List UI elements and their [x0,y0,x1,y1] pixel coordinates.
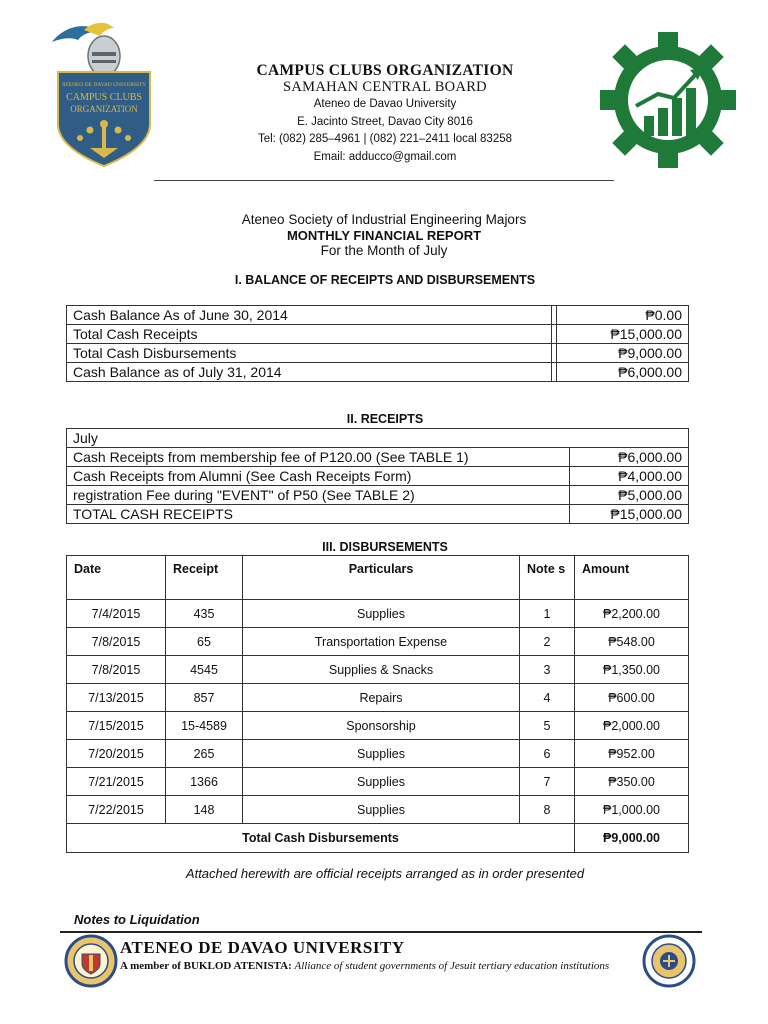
receipt-label: Cash Receipts from Alumni (See Cash Receipts Form) [67,467,570,486]
row-particulars: Supplies [243,600,520,628]
row-date: 7/8/2015 [67,656,166,684]
table-row [67,306,689,325]
row-particulars: Supplies [243,796,520,824]
table-row [67,656,689,684]
row-particulars: Supplies [243,740,520,768]
table-row [67,740,689,768]
disbursements-table [66,555,689,853]
report-period: For the Month of July [320,243,448,258]
row-notes: 8 [520,796,575,824]
col-date: Date [67,556,166,600]
row-notes: 6 [520,740,575,768]
row-date: 7/21/2015 [67,768,166,796]
total-label: Total Cash Disbursements [67,824,575,853]
table-row [67,600,689,628]
table-header-row [67,556,689,600]
balance-label: Total Cash Disbursements [67,344,552,363]
svg-text:ATENEO DE DAVAO UNIVERSITY: ATENEO DE DAVAO UNIVERSITY [61,82,147,88]
row-particulars: Sponsorship [243,712,520,740]
receipts-table [66,428,689,524]
row-notes: 2 [520,628,575,656]
row-receipt: 65 [166,628,243,656]
row-amount: ₱350.00 [575,768,689,796]
table-row [67,448,689,467]
col-particulars: Particulars [243,556,520,600]
row-receipt: 4545 [166,656,243,684]
balance-table [66,305,689,382]
address: E. Jacinto Street, Davao City 8016 [297,116,473,128]
row-particulars: Transportation Expense [243,628,520,656]
row-amount: ₱952.00 [575,740,689,768]
table-row [67,363,689,382]
col-notes: Note s [520,556,575,600]
receipt-label: Cash Receipts from membership fee of P120.00 (See TABLE 1) [67,448,570,467]
balance-amount: ₱0.00 [557,306,689,325]
table-row [67,796,689,824]
table-row [67,712,689,740]
total-row [67,824,689,853]
receipts-heading: II. RECEIPTS [346,412,424,426]
total-amount: ₱9,000.00 [575,824,689,853]
footer-university: ATENEO DE DAVAO UNIVERSITY [120,938,405,957]
org-name: CAMPUS CLUBS ORGANIZATION [256,62,514,79]
footer-member-prefix: A member of BUKLOD ATENISTA: [120,960,292,972]
receipt-label: registration Fee during "EVENT" of P50 (See TABLE 2) [67,486,570,505]
receipts-month: July [67,429,689,448]
table-row [67,628,689,656]
row-amount: ₱548.00 [575,628,689,656]
svg-text:CAMPUS CLUBS: CAMPUS CLUBS [66,92,142,103]
row-date: 7/13/2015 [67,684,166,712]
footer-member-desc: Alliance of student governments of Jesuit tertiary education institutions [294,960,610,972]
row-date: 7/8/2015 [67,628,166,656]
receipt-amount: ₱4,000.00 [570,467,689,486]
balance-heading: I. BALANCE OF RECEIPTS AND DISBURSEMENTS [234,273,536,287]
society-name: Ateneo Society of Industrial Engineering Majors [241,212,527,227]
university-name: Ateneo de Davao University [313,98,457,110]
attached-note: Attached herewith are official receipts arranged as in order presented [185,866,585,881]
telephone: Tel: (082) 285–4961 | (082) 221–2411 local 83258 [257,133,513,145]
balance-label: Cash Balance As of June 30, 2014 [67,306,552,325]
notes-heading: Notes to Liquidation [74,912,200,927]
row-receipt: 857 [166,684,243,712]
balance-amount: ₱15,000.00 [557,325,689,344]
row-receipt: 435 [166,600,243,628]
row-notes: 1 [520,600,575,628]
receipt-amount: ₱6,000.00 [570,448,689,467]
row-notes: 4 [520,684,575,712]
row-amount: ₱2,200.00 [575,600,689,628]
row-amount: ₱1,350.00 [575,656,689,684]
buklod-atenista-seal-icon [640,934,698,988]
row-particulars: Repairs [243,684,520,712]
balance-label: Cash Balance as of July 31, 2014 [67,363,552,382]
receipt-amount: ₱5,000.00 [570,486,689,505]
row-amount: ₱2,000.00 [575,712,689,740]
row-amount: ₱600.00 [575,684,689,712]
row-receipt: 148 [166,796,243,824]
disbursements-heading: III. DISBURSEMENTS [322,540,448,554]
balance-amount: ₱6,000.00 [557,363,689,382]
balance-amount: ₱9,000.00 [557,344,689,363]
table-row [67,325,689,344]
board-name: SAMAHAN CENTRAL BOARD [283,79,487,95]
col-receipt: Receipt [166,556,243,600]
balance-label: Total Cash Receipts [67,325,552,344]
table-row [67,467,689,486]
row-notes: 3 [520,656,575,684]
svg-text:ORGANIZATION: ORGANIZATION [70,104,138,114]
report-title: MONTHLY FINANCIAL REPORT [286,228,482,243]
table-row [67,768,689,796]
footer-divider [60,931,702,933]
row-particulars: Supplies & Snacks [243,656,520,684]
row-receipt: 1366 [166,768,243,796]
row-date: 7/22/2015 [67,796,166,824]
row-particulars: Supplies [243,768,520,796]
campus-clubs-logo [44,20,164,170]
col-amount: Amount [575,556,689,600]
row-notes: 5 [520,712,575,740]
row-date: 7/20/2015 [67,740,166,768]
receipt-amount: ₱15,000.00 [570,505,689,524]
table-row [67,684,689,712]
table-row [67,486,689,505]
table-row [67,429,689,448]
engineering-gear-logo [598,30,738,170]
row-notes: 7 [520,768,575,796]
row-amount: ₱1,000.00 [575,796,689,824]
receipt-label: TOTAL CASH RECEIPTS [67,505,570,524]
university-seal-icon [64,934,118,988]
email: Email: adducco@gmail.com [313,151,457,163]
row-date: 7/15/2015 [67,712,166,740]
row-receipt: 15-4589 [166,712,243,740]
table-row [67,505,689,524]
row-date: 7/4/2015 [67,600,166,628]
footer-member-line [120,960,609,972]
row-receipt: 265 [166,740,243,768]
header-divider [154,180,614,181]
table-row [67,344,689,363]
